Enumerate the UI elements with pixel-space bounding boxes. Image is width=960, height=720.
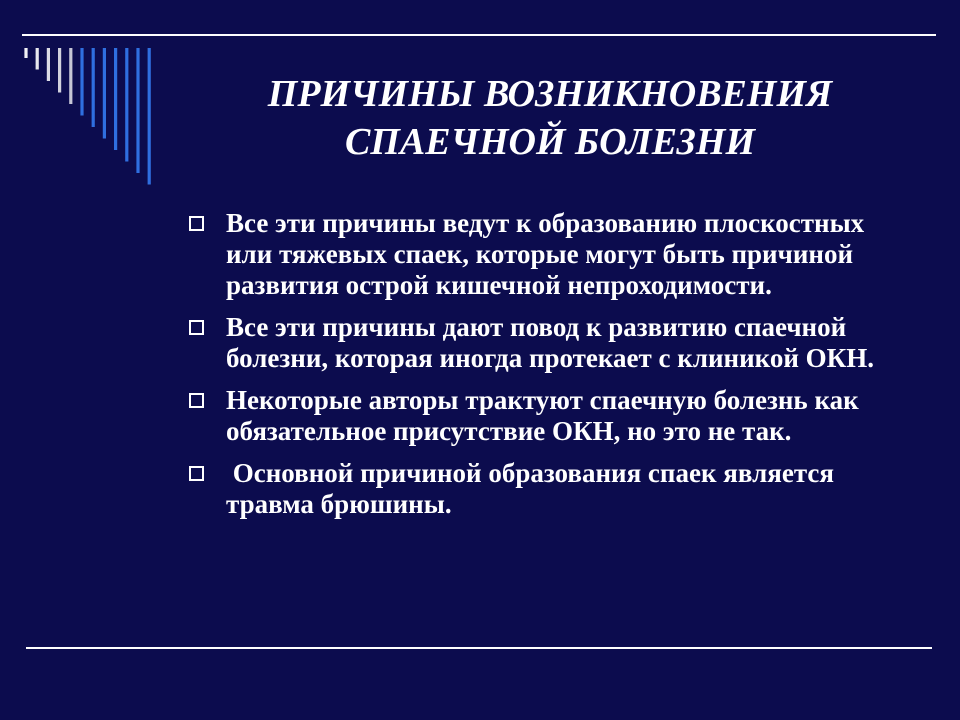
bullet-text-2: Все эти причины дают повод к развитию спаечной болезни, которая иногда протекает с клиникой ОКН. [226,312,874,373]
bottom-divider-line [26,647,932,649]
square-bullet-icon [189,466,204,481]
bullet-list [186,208,916,531]
bullet-text-1: Все эти причины ведут к образованию плоскостных или тяжевых спаек, которые могут быть причиной развития острой кишечной непроходимости. [226,208,865,300]
bullet-item-4 [186,458,916,520]
slide-title [170,70,930,166]
square-bullet-icon [189,216,204,231]
square-bullet-icon [189,393,204,408]
bullet-item-2 [186,312,916,374]
slide-title-line-2: СПАЕЧНОЙ БОЛЕЗНИ [344,121,756,163]
bullet-item-1 [186,208,916,301]
bullet-item-3 [186,385,916,447]
square-bullet-icon [189,320,204,335]
bullet-text-4: Основной причиной образования спаек является травма брюшины. [226,458,841,519]
bullet-text-3: Некоторые авторы трактуют спаечную болезнь как обязательное присутствие ОКН, но это не так. [226,385,859,446]
decorative-stripes [0,0,170,200]
slide-title-line-1: ПРИЧИНЫ ВОЗНИКНОВЕНИЯ [267,73,833,115]
